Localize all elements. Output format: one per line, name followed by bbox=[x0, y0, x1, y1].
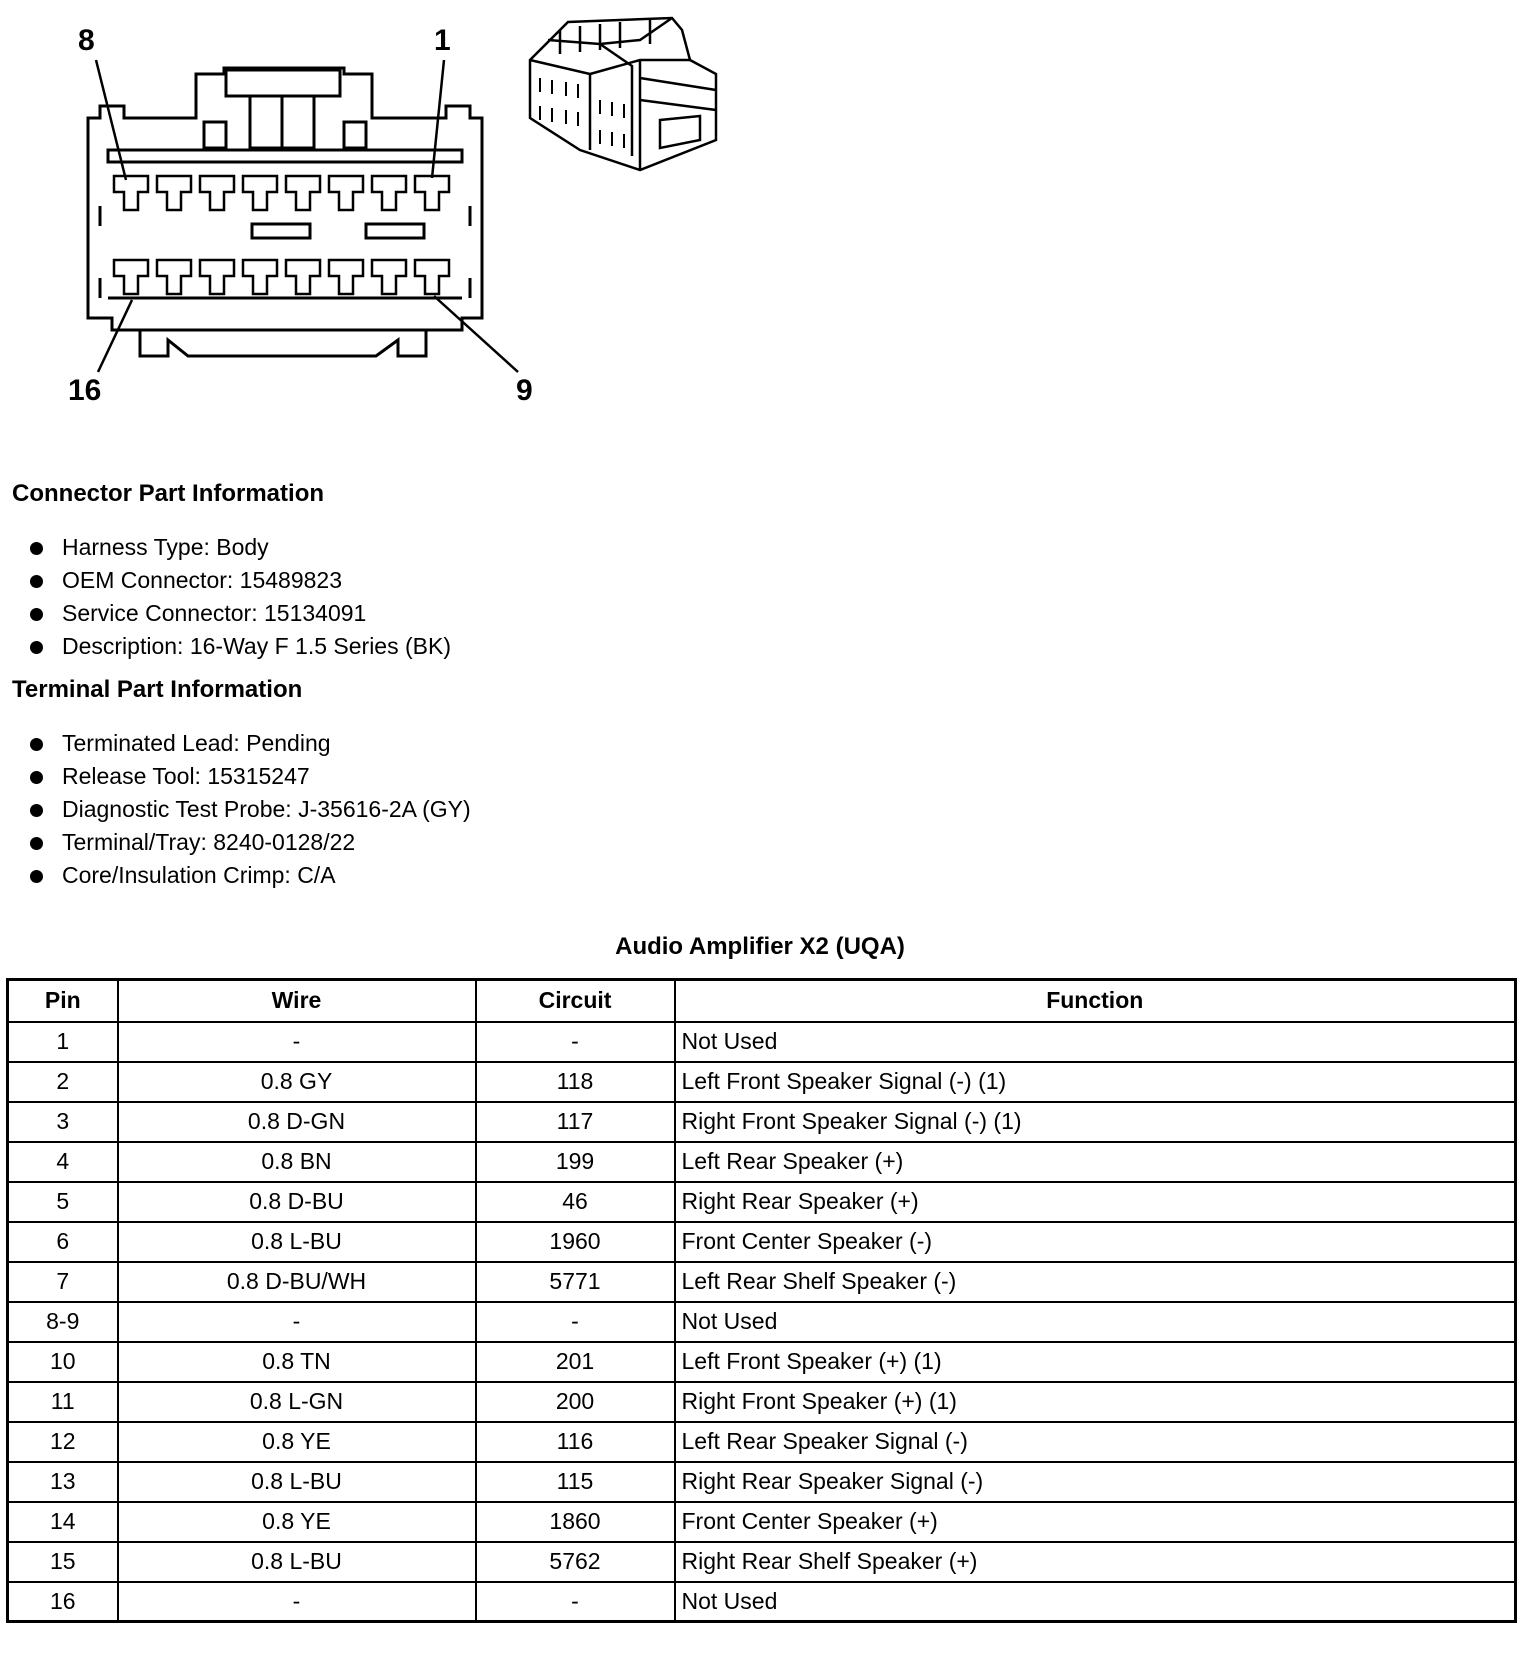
cell-circuit: - bbox=[476, 1302, 675, 1342]
cell-function: Right Rear Speaker Signal (-) bbox=[675, 1462, 1516, 1502]
cell-function: Right Rear Shelf Speaker (+) bbox=[675, 1542, 1516, 1582]
cell-function: Left Rear Shelf Speaker (-) bbox=[675, 1262, 1516, 1302]
cell-wire: 0.8 D-BU/WH bbox=[118, 1262, 476, 1302]
cell-pin: 10 bbox=[8, 1342, 118, 1382]
table-row bbox=[8, 1382, 1516, 1422]
pin-cavity bbox=[243, 176, 277, 210]
pin-label-16: 16 bbox=[68, 374, 102, 407]
cell-circuit: 115 bbox=[476, 1462, 675, 1502]
cell-pin: 1 bbox=[8, 1022, 118, 1062]
cell-wire: 0.8 GY bbox=[118, 1062, 476, 1102]
table-row bbox=[8, 1182, 1516, 1222]
table-row bbox=[8, 1222, 1516, 1262]
cell-circuit: 201 bbox=[476, 1342, 675, 1382]
table-row bbox=[8, 1022, 1516, 1062]
cell-wire: - bbox=[118, 1582, 476, 1622]
info-list-item: Core/Insulation Crimp: C/A bbox=[12, 859, 471, 892]
cell-function: Left Front Speaker (+) (1) bbox=[675, 1342, 1516, 1382]
pin-cavity bbox=[329, 260, 363, 294]
pin-cavity bbox=[372, 260, 406, 294]
pin-cavity bbox=[200, 260, 234, 294]
terminal-part-info bbox=[12, 675, 471, 892]
cell-wire: - bbox=[118, 1302, 476, 1342]
pin-cavity bbox=[286, 260, 320, 294]
connector-latch bbox=[226, 70, 340, 96]
table-header-row bbox=[8, 980, 1516, 1022]
cell-circuit: 1860 bbox=[476, 1502, 675, 1542]
cell-pin: 3 bbox=[8, 1102, 118, 1142]
cell-function: Right Front Speaker (+) (1) bbox=[675, 1382, 1516, 1422]
cell-pin: 13 bbox=[8, 1462, 118, 1502]
info-list-item: Terminated Lead: Pending bbox=[12, 727, 471, 760]
pin-cavity bbox=[114, 260, 148, 294]
cell-circuit: 117 bbox=[476, 1102, 675, 1142]
pin-cavity bbox=[415, 260, 449, 294]
cell-circuit: - bbox=[476, 1582, 675, 1622]
cell-pin: 15 bbox=[8, 1542, 118, 1582]
table-row bbox=[8, 1582, 1516, 1622]
pin-cavity bbox=[286, 176, 320, 210]
cell-circuit: 46 bbox=[476, 1182, 675, 1222]
cell-circuit: 199 bbox=[476, 1142, 675, 1182]
table-row bbox=[8, 1422, 1516, 1462]
connector-part-info-list bbox=[12, 531, 451, 663]
cell-wire: 0.8 L-GN bbox=[118, 1382, 476, 1422]
cell-wire: 0.8 L-BU bbox=[118, 1542, 476, 1582]
cell-function: Not Used bbox=[675, 1582, 1516, 1622]
cell-wire: 0.8 L-BU bbox=[118, 1462, 476, 1502]
info-list-item: Release Tool: 15315247 bbox=[12, 760, 471, 793]
cell-circuit: 5771 bbox=[476, 1262, 675, 1302]
table-row bbox=[8, 1462, 1516, 1502]
connector-housing bbox=[88, 68, 482, 330]
table-row bbox=[8, 1542, 1516, 1582]
connector-isometric-illustration bbox=[530, 18, 716, 170]
table-row bbox=[8, 1062, 1516, 1102]
connector-diagram bbox=[0, 0, 760, 420]
pin-table bbox=[6, 978, 1517, 1623]
cell-wire: 0.8 YE bbox=[118, 1502, 476, 1542]
header-wire: Wire bbox=[118, 980, 476, 1022]
cell-wire: - bbox=[118, 1022, 476, 1062]
cell-circuit: - bbox=[476, 1022, 675, 1062]
cell-circuit: 118 bbox=[476, 1062, 675, 1102]
cell-pin: 2 bbox=[8, 1062, 118, 1102]
cell-pin: 12 bbox=[8, 1422, 118, 1462]
cell-function: Not Used bbox=[675, 1302, 1516, 1342]
pin-cavity bbox=[415, 176, 449, 210]
cell-function: Front Center Speaker (-) bbox=[675, 1222, 1516, 1262]
info-list-item: OEM Connector: 15489823 bbox=[12, 564, 451, 597]
cell-function: Left Rear Speaker (+) bbox=[675, 1142, 1516, 1182]
info-list-item: Description: 16-Way F 1.5 Series (BK) bbox=[12, 630, 451, 663]
table-row bbox=[8, 1342, 1516, 1382]
pin-cavity bbox=[157, 260, 191, 294]
cell-wire: 0.8 D-BU bbox=[118, 1182, 476, 1222]
cell-function: Right Rear Speaker (+) bbox=[675, 1182, 1516, 1222]
cell-wire: 0.8 L-BU bbox=[118, 1222, 476, 1262]
header-function: Function bbox=[675, 980, 1516, 1022]
cell-pin: 16 bbox=[8, 1582, 118, 1622]
pin-cavity bbox=[200, 176, 234, 210]
info-list-item: Harness Type: Body bbox=[12, 531, 451, 564]
pin-label-8: 8 bbox=[78, 24, 95, 57]
pin-cavity bbox=[329, 176, 363, 210]
pin-cavity bbox=[114, 176, 148, 210]
pin-label-9: 9 bbox=[516, 374, 533, 407]
cell-pin: 7 bbox=[8, 1262, 118, 1302]
pin-cavity bbox=[243, 260, 277, 294]
cell-wire: 0.8 TN bbox=[118, 1342, 476, 1382]
terminal-part-info-title: Terminal Part Information bbox=[12, 676, 303, 703]
table-row bbox=[8, 1142, 1516, 1182]
cell-wire: 0.8 YE bbox=[118, 1422, 476, 1462]
pin-cavity bbox=[372, 176, 406, 210]
cell-circuit: 116 bbox=[476, 1422, 675, 1462]
pin-label-1: 1 bbox=[434, 24, 451, 57]
cell-pin: 4 bbox=[8, 1142, 118, 1182]
table-row bbox=[8, 1102, 1516, 1142]
cell-pin: 5 bbox=[8, 1182, 118, 1222]
header-circuit: Circuit bbox=[476, 980, 675, 1022]
cell-function: Right Front Speaker Signal (-) (1) bbox=[675, 1102, 1516, 1142]
table-row bbox=[8, 1262, 1516, 1302]
connector-part-info-title: Connector Part Information bbox=[12, 480, 325, 507]
cell-pin: 8-9 bbox=[8, 1302, 118, 1342]
cell-function: Left Rear Speaker Signal (-) bbox=[675, 1422, 1516, 1462]
cell-wire: 0.8 BN bbox=[118, 1142, 476, 1182]
cell-pin: 6 bbox=[8, 1222, 118, 1262]
table-row bbox=[8, 1302, 1516, 1342]
connector-part-info bbox=[12, 479, 451, 663]
cell-circuit: 1960 bbox=[476, 1222, 675, 1262]
cell-function: Front Center Speaker (+) bbox=[675, 1502, 1516, 1542]
info-list-item: Terminal/Tray: 8240-0128/22 bbox=[12, 826, 471, 859]
cell-function: Left Front Speaker Signal (-) (1) bbox=[675, 1062, 1516, 1102]
cell-wire: 0.8 D-GN bbox=[118, 1102, 476, 1142]
cell-circuit: 5762 bbox=[476, 1542, 675, 1582]
cell-pin: 14 bbox=[8, 1502, 118, 1542]
pin-cavity bbox=[157, 176, 191, 210]
table-row bbox=[8, 1502, 1516, 1542]
cell-circuit: 200 bbox=[476, 1382, 675, 1422]
table-title: Audio Amplifier X2 (UQA) bbox=[615, 933, 905, 960]
info-list-item: Diagnostic Test Probe: J-35616-2A (GY) bbox=[12, 793, 471, 826]
cell-function: Not Used bbox=[675, 1022, 1516, 1062]
info-list-item: Service Connector: 15134091 bbox=[12, 597, 451, 630]
cell-pin: 11 bbox=[8, 1382, 118, 1422]
header-pin: Pin bbox=[8, 980, 118, 1022]
terminal-part-info-list bbox=[12, 727, 471, 892]
